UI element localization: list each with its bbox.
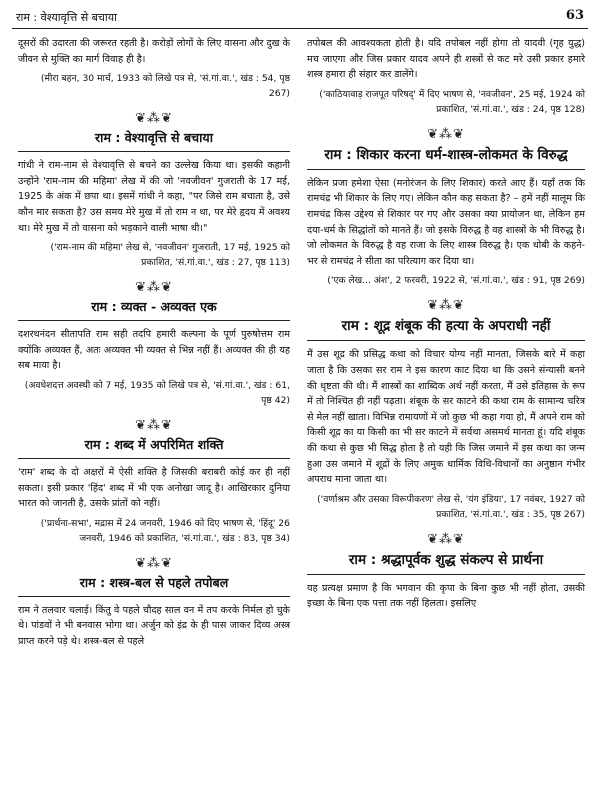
fleuron-ornament-icon: ❦⁂❦ (427, 298, 465, 314)
citation-shambuk: ('वर्णाश्रम और उसका विरूपीकरण' लेख से, 'यंग इंडिया', 17 नवंबर, 1927 को प्रकाशित, 'सं.गां.वा.', खंड : 35, पृष्ठ 267) (317, 493, 585, 520)
running-title: राम : वेश्यावृत्ति से बचाया (16, 11, 117, 24)
right-intro-citation: ('काठियावाड़ राजपूत परिषद्' में दिए भाषण से, 'नवजीवन', 25 मई, 1924 को प्रकाशित, 'सं.गां.वा.', खंड : 24, पृष्ठ 128) (319, 88, 585, 115)
left-intro-text: दूसरों की उदारता की जरूरत रहती है। करोड़ों लोगों के लिए वासना और दुख के जीवन से मुक्ति का मार्ग विवाह ही है। (18, 38, 290, 65)
section-heading-vaishyavritti: राम : वेश्यावृत्ति से बचाया (18, 127, 290, 152)
page-header (12, 6, 588, 29)
left-column (18, 36, 290, 650)
fleuron-ornament-icon: ❦⁂❦ (135, 111, 173, 127)
citation-shikar: ('एक लेख... अंश', 2 फरवरी, 1922 से, 'सं.गां.वा.', खंड : 91, पृष्ठ 269) (327, 275, 585, 287)
section-heading-tapobal: राम : शस्त्र-बल से पहले तपोबल (18, 572, 290, 597)
section-heading-vyakt-avyakt: राम : व्यक्त - अव्यक्त एक (18, 296, 290, 321)
fleuron-ornament-icon: ❦⁂❦ (135, 417, 173, 433)
section-heading-shambuk: राम : शूद्र शंबूक की हत्या के अपराधी नहीं (307, 314, 585, 341)
section-text-shikar: लेकिन प्रजा हमेशा ऐसा (मनोरंजन के लिए शिकार) करते आए हैं। यहाँ तक कि रामचंद्र भी शिकार के लिए गए। लेकिन कौन कह सकता है? – हमें नहीं मालूम कि रामचंद्र किस उद्देश्य से शिकार पर गए और उसका क्या प्रायोजन था, लेकिन हम दया-धर्म के सिद्धांतों को मानते हैं। जो इसके विरुद्ध है वह शास्त्रों के भी विरुद्ध है। जो लोकमत के विरुद्ध है वह राजा के लिए शास्त्र विरुद्ध है। एक धोबी के कहने-भर से रामचंद्र ने सीता का परित्याग कर दिया था। (307, 177, 586, 267)
citation-shabd-shakti: ('प्रार्थना-सभा', मद्रास में 24 जनवरी, 1946 को दिए भाषण से, 'हिंदू' 26 जनवरी, 1946 को प्रकाशित, 'सं.गां.वा.', खंड : 83, पृष्ठ 34) (40, 517, 290, 544)
section-text-shabd-shakti: 'राम' शब्द के दो अक्षरों में ऐसी शक्ति है जिसकी बराबरी कोई कर ही नहीं सकता। इसी प्रकार 'हिंद' शब्द में भी एक अनोखा जादू है। आखिरकार दुनिया भारत को जानती है, उसके प्रांतों को नहीं। (18, 466, 290, 510)
right-intro-text: तपोबल की आवश्यकता होती है। यदि तपोबल नहीं होगा तो यादवी (गृह युद्ध) मच जाएगा और जिस प्रकार यादव अपने ही शस्त्रों से कट मरे उसी प्रकार हमारे शस्त्र हमारा ही संहार कर डालेंगे। (307, 38, 585, 81)
section-text-vyakt-avyakt: दशरथनंदन सीतापति राम सही तदपि हमारी कल्पना के पूर्ण पुरुषोत्तम राम क्योंकि अव्यक्त हैं, अतः अव्यक्त भी व्यक्त से भिन्न नहीं हैं। अव्यक्त की ही यह सब माया है। (18, 329, 290, 372)
page-number: 63 (565, 8, 584, 23)
right-column (307, 36, 585, 612)
section-heading-prarthana: राम : श्रद्धापूर्वक शुद्ध संकल्प से प्रार्थना (307, 548, 585, 575)
section-text-tapobal: राम ने तलवार चलाई। किंतु वे पहले चौदह साल वन में तप करके निर्मल हो चुके थे। पांडवों ने भी बनवास भोगा था। अर्जुन को इंद्र के ही पास जाकर दिव्य अस्त्र प्राप्त करने पड़े थे। शस्त्र-बल से पहले (18, 604, 290, 647)
section-heading-shikar: राम : शिकार करना धर्म-शास्त्र-लोकमत के विरुद्ध (307, 143, 585, 170)
citation-vyakt-avyakt: (अवधेशदत्त अवस्थी को 7 मई, 1935 को लिखे पत्र से, 'सं.गां.वा.', खंड : 61, पृष्ठ 42) (24, 379, 290, 406)
citation-vaishyavritti: ('राम-नाम की महिमा' लेख से, 'नवजीवन' गुजराती, 17 मई, 1925 को प्रकाशित, 'सं.गां.वा.', खंड : 27, पृष्ठ 113) (50, 242, 290, 269)
section-text-shambuk: मैं उस शूद्र की प्रसिद्ध कथा को विचार योग्य नहीं मानता, जिसके बारे में कहा जाता है कि उसका सर राम ने इस कारण काट दिया था कि उसने संन्यासी बनने की धृष्टता की थी। मैं शास्त्रों का शाब्दिक अर्थ नहीं करता, मैं उसे इतिहास के रूप में तो निश्चित ही नहीं पढ़ता। शंबूक के सर काटने की कथा राम के सामान्य चरित्र से मेल नहीं खाता। विभिन्न रामायणों में जो कुछ भी कहा गया हो, मैं अपने राम को किसी शूद्र का या किसी का भी सर काटने में सर्वथा असमर्थ मानता हूं। यदि शंबूक की कथा से कुछ भी सिद्ध होता है तो यही कि जिस जमाने में इस कथा का जन्म हुआ उस जमाने में शूद्रों के लिए अमुक धार्मिक विधि-विधानों का अनुष्ठान गंभीर अपराध माना जाता था। (307, 349, 586, 486)
left-intro-citation: (मीरा बहन, 30 मार्च, 1933 को लिखे पत्र से, 'सं.गां.वा.', खंड : 54, पृष्ठ 267) (40, 73, 290, 100)
section-text-prarthana: यह प्रत्यक्ष प्रमाण है कि भगवान की कृपा के बिना कुछ भी नहीं होता, उसकी इच्छा के बिना एक पत्ता तक नहीं हिलता। इसलिए (307, 582, 585, 610)
section-text-vaishyavritti: गांधी ने राम-नाम से वेश्यावृत्ति से बचने का उल्लेख किया था। इसकी कहानी उन्होंने 'राम-नाम की महिमा' लेख में की जो 'नवजीवन' गुजराती के 17 मई, 1925 के अंक में छपा था। इसमें गांधी ने कहा, "पर जिसे राम बचाता है, उसे कौन मार सकता है? उस समय मेरे मुख में तो राम न था, पर मेरे हृदय में अवश्य था। मेरे मुख में तो वासना को भड़काने वाली भाषा थी।" (18, 160, 290, 234)
fleuron-ornament-icon: ❦⁂❦ (427, 531, 465, 547)
fleuron-ornament-icon: ❦⁂❦ (135, 555, 173, 571)
section-heading-shabd-shakti: राम : शब्द में अपरिमित शक्ति (18, 434, 290, 459)
fleuron-ornament-icon: ❦⁂❦ (135, 280, 173, 296)
fleuron-ornament-icon: ❦⁂❦ (427, 126, 465, 142)
